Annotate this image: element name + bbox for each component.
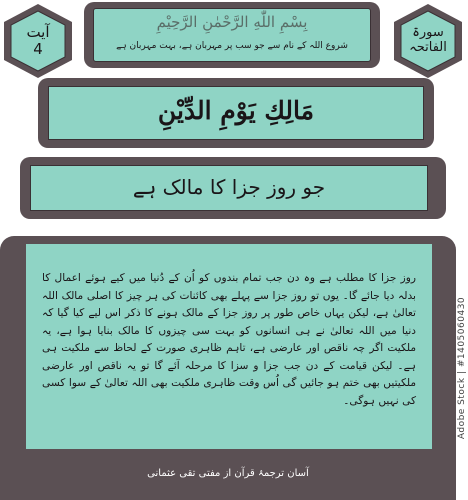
bismillah-calligraphy: بِسْمِ اللّٰهِ الرَّحْمٰنِ الرَّحِيْمِ (156, 13, 308, 31)
surah-label-line2: الفاتحہ (409, 40, 447, 55)
ayat-number: 4 (33, 40, 43, 58)
ayat-label: آیت (26, 22, 50, 41)
stock-reference-bar (456, 240, 468, 495)
translation-text: جو روز جزا کا مالک ہے (132, 175, 326, 199)
tafseer-panel (26, 244, 432, 449)
stock-reference-text: Adobe Stock | #1405060430 (457, 296, 468, 439)
verse-panel (48, 86, 424, 140)
surah-badge (392, 2, 464, 80)
translation-panel (30, 165, 428, 211)
header-frame (84, 2, 380, 68)
header-panel (93, 8, 371, 62)
tafseer-text: روز جزا کا مطلب ہے وہ دن جب تمام بندوں کو اُن کے دُنیا میں کیے ہوئے اعمال کا بدلہ دیا جائے گا۔ یوں تو روز جزا سے پہلے بھی کائنات کی ہر چیز کا اصلی مالک اللہ تعالیٰ ہے، لیکن یہاں خاص طور پر روز جزا کے مالک ہونے کا ذکر اس لیے کیا گیا کہ دنیا میں اللہ تعالیٰ نے ہی انسانوں کو بہت سی چیزوں کا مالک بنایا ہوا ہے، یہ ملکیت اگر چہ ناقص اور عارضی ہے، تاہم ظاہری صورت کے لحاظ سے ملکیت ہی ہے۔ لیکن قیامت کے دن جب جزا و سزا کا مرحلہ آئے گا تو یہ ناقص اور عارضی ملکیتیں بھی ختم ہو جائیں گی اُس وقت ظاہری ملکیت بھی اللہ تعالیٰ کے سوا کسی کی نہیں ہوگی۔ (42, 272, 416, 407)
translation-frame (20, 157, 446, 219)
verse-frame (38, 78, 434, 148)
ayat-badge (2, 2, 74, 80)
footer-credit: آسان ترجمۂ قرآن از مفتی تقی عثمانی (147, 468, 309, 479)
surah-label-line1: سورۃ (412, 25, 444, 41)
verse-arabic: مَالِكِ يَوْمِ الدِّيْنِ (157, 96, 315, 125)
tafseer-frame (0, 236, 456, 500)
bismillah-translation: شروع اللہ کے نام سے جو سب پر مہربان ہے، بہت مہربان ہے (116, 41, 348, 51)
